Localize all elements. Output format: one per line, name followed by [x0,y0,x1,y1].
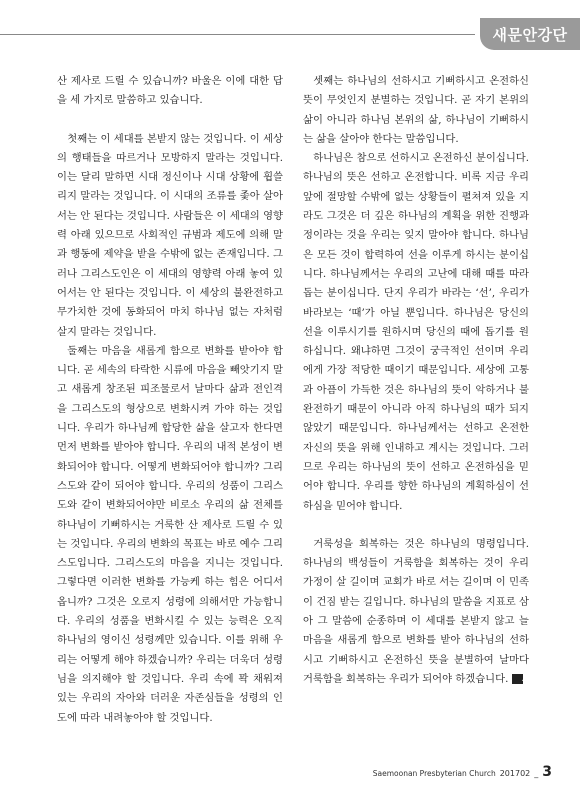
paragraph: 셋째는 하나님의 선하시고 기뻐하시고 온전하신 뜻이 무엇인지 분별하는 것입니다. 곧 자기 본위의 삶이 아니라 하나님 본위의 삶, 하나님이 기뻐하시는 삶을 살아야 한다는 말씀입니다. [303,75,529,145]
footer-separator: _ [534,769,539,778]
paragraph: 첫째는 이 세대를 본받지 않는 것입니다. 이 세상의 행태들을 따르거나 모방하지 말라는 것입니다. 이는 달리 말하면 시대 정신이나 시대 상황에 휩쓸리지 말라는 것입니다. 이 시대의 조류를 좇아 살아서는 안 된다는 것입니다. 사람들은 이 세대의 영향력 아래 있으므로 사회적인 규범과 제도에 의해 말과 행동에 제약을 받을 수밖에 없는 존재입니다. 그러나 그리스도인은 이 세대의 영향력 아래 놓여 있어서는 안 된다는 것입니다. 이 세상의 불완전하고 무가치한 것에 동화되어 마치 하나님 없는 자처럼 살지 말라는 것입니다. [57,132,283,338]
paragraph: 산 제사로 드릴 수 있습니까? 바울은 이에 대한 답을 세 가지로 말씀하고 있습니다. [57,75,283,107]
left-column [57,72,283,728]
section-title: 새문안강단 [492,25,568,44]
paragraph: 둘째는 마음을 새롭게 함으로 변화를 받아야 합니다. 곧 세속의 타락한 시류에 마음을 빼앗기지 말고 새롭게 창조된 피조물로서 날마다 삶과 전인격을 그리스도의 형상으로 변화시켜 가야 하는 것입니다. 우리가 하나님께 합당한 삶을 살고자 한다면 먼저 변화를 받아야 합니다. 우리의 내적 본성이 변화되어야 합니다. 어떻게 변화되어야 합니까? 그리스도와 같이 되어야 합니다. 우리의 성품이 그리스도와 같이 변화되어야만 비로소 우리의 삶 전체를 하나님이 기뻐하시는 거룩한 산 제사로 드릴 수 있는 것입니다. 우리의 변화의 목표는 바로 예수 그리스도입니다. 그리스도의 마음을 지니는 것입니다. 그렇다면 이러한 변화를 가능케 하는 힘은 어디서 옵니까? 그것은 오로지 성령에 의해서만 가능합니다. 우리의 성품을 변화시킬 수 있는 능력은 오직 하나님의 영이신 성령께만 있습니다. 이를 위해 우리는 어떻게 해야 하겠습니까? 우리는 더욱더 성령님을 의지해야 할 것입니다. 우리 속에 꽉 채워져 있는 우리의 자아와 더러운 자존심들을 성령의 인도에 따라 내려놓아야 할 것입니다. [57,344,283,724]
paragraph-final [303,535,529,689]
end-mark-icon: A [512,674,523,684]
section-tab [480,18,580,50]
header-rule [0,34,475,35]
footer-issue: 201702 [499,769,531,778]
paragraph-text: 거룩성을 회복하는 것은 하나님의 명령입니다. 하나님의 백성들이 거룩함을 회복하는 것이 우리 가정이 살 길이며 교회가 바로 서는 길이며 이 민족이 건짐 받는 길입니다. 하나님의 말씀을 지표로 삼아 그 말씀에 순종하며 이 세대를 본받지 않고 늘 마음을 새롭게 함으로 변화를 받아 하나님의 선하시고 기뻐하시고 온전하신 뜻을 분별하여 날마다 거룩함을 회복하는 우리가 되어야 하겠습니다. [303,537,529,685]
page-footer [373,764,552,780]
page-number: 3 [542,764,552,780]
footer-publication: Saemoonan Presbyterian Church [372,769,496,778]
right-column [303,72,529,689]
paragraph: 하나님은 참으로 선하시고 온전하신 분이십니다. 하나님의 뜻은 선하고 온전합니다. 비록 지금 우리 앞에 절망할 수밖에 없는 상황들이 펼쳐져 있을 지라도 그것은 더 깊은 하나님의 계획을 위한 진행과정이라는 것을 우리는 잊지 말아야 합니다. 하나님은 모든 것이 합력하여 선을 이루게 하시는 분이십니다. 하나님께서는 우리의 고난에 대해 때를 따라 돕는 분이십니다. 단지 우리가 바라는 ‘선’, 우리가 바라보는 ‘때’가 아닐 뿐입니다. 하나님은 당신의 선을 이루시기를 원하시며 당신의 때에 돕기를 원하십니다. 왜냐하면 그것이 궁극적인 선이며 우리에게 가장 적당한 때이기 때문입니다. 세상에 고통과 아픔이 가득한 것은 하나님의 뜻이 악하거나 불완전하기 때문이 아니라 아직 하나님의 때가 되지 않았기 때문입니다. 하나님께서는 선하고 온전한 자신의 뜻을 위해 인내하고 계시는 것입니다. 그러므로 우리는 하나님의 뜻이 선하고 온전하심을 믿어야 합니다. 우리를 향한 하나님의 계획하심이 선하심을 믿어야 합니다. [303,152,529,512]
